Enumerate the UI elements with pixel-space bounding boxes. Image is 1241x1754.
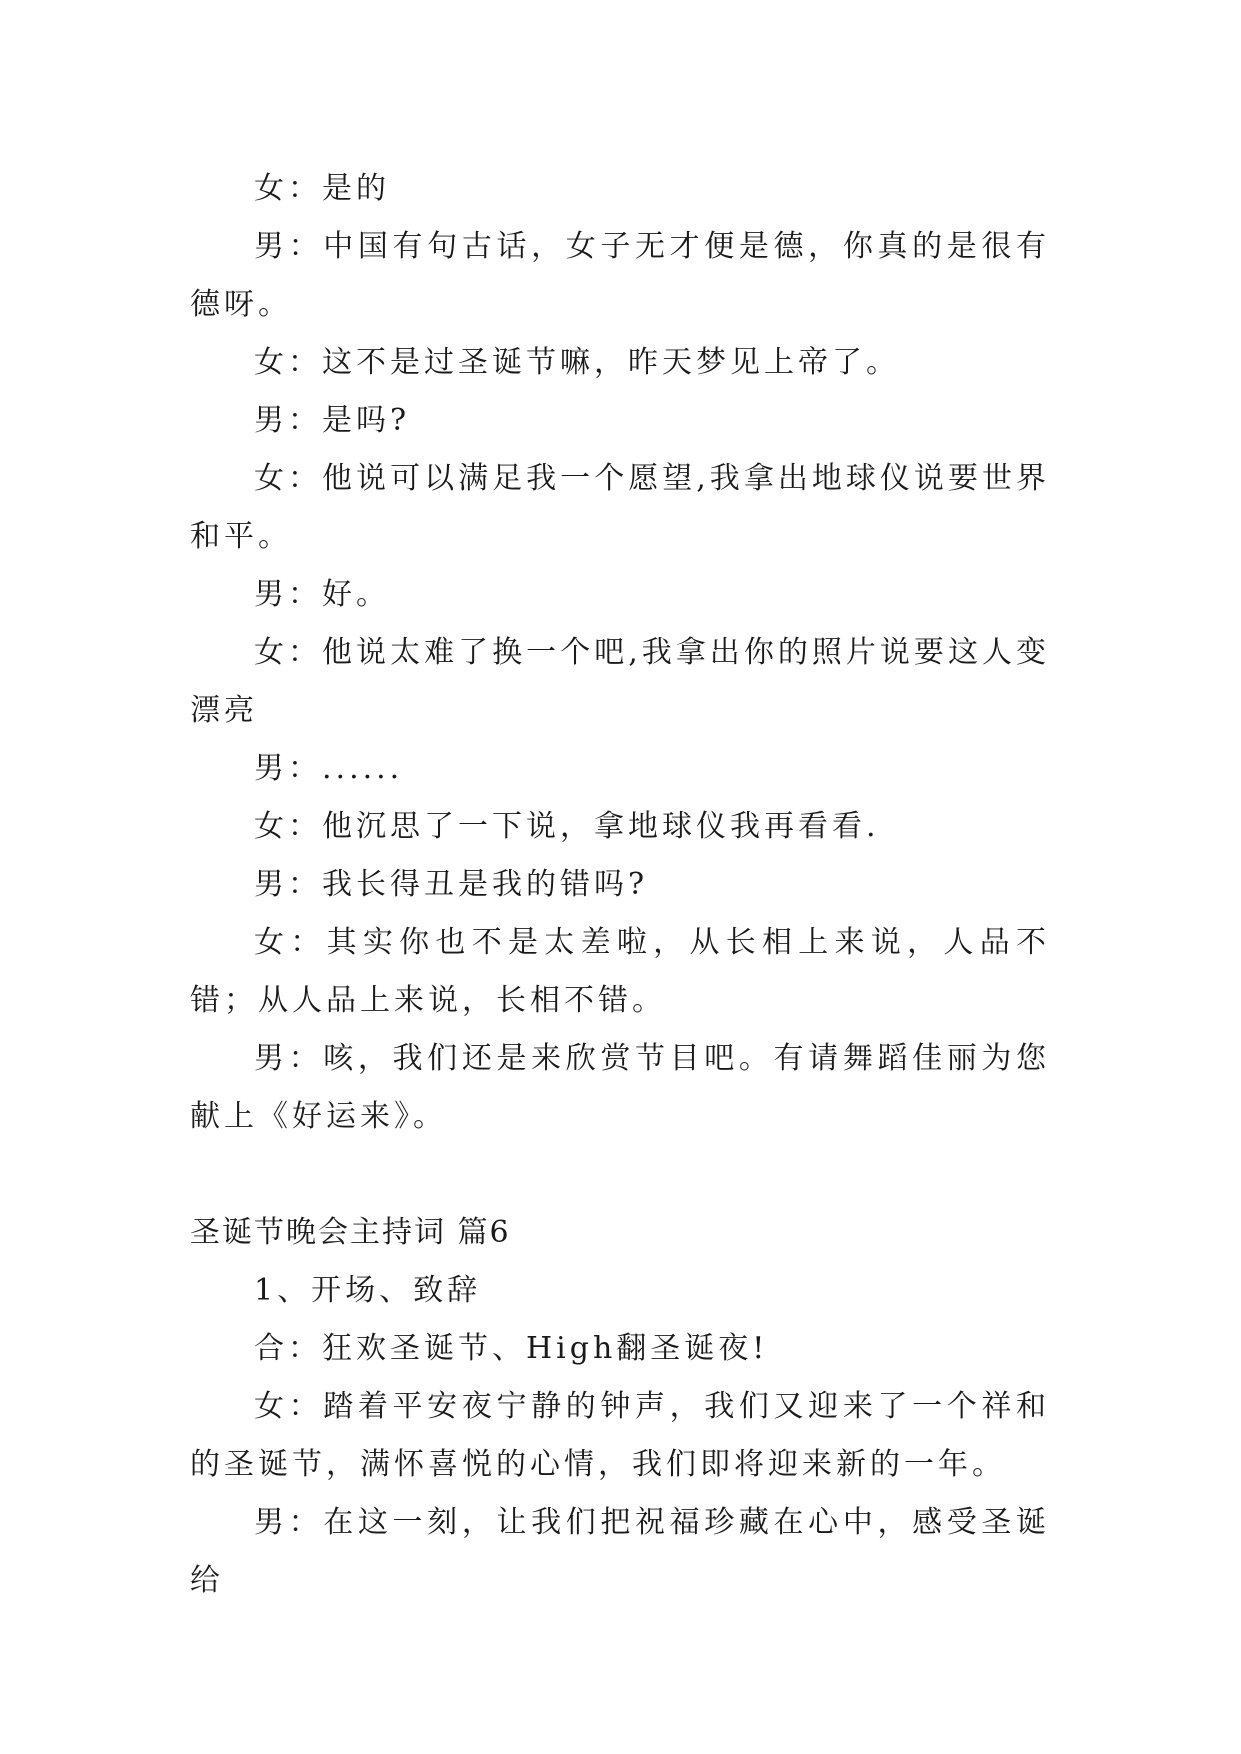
paragraph: 男：是吗?: [254, 403, 411, 438]
paragraph: 女：他说太难了换一个吧,我拿出你的照片说要这人变漂亮: [190, 635, 1050, 728]
paragraph: 女：这不是过圣诞节嘛，昨天梦见上帝了。: [254, 345, 900, 380]
paragraph: 女：其实你也不是太差啦，从长相上来说，人品不错；从人品上来说，长相不错。: [190, 925, 1050, 1018]
paragraph: 1、开场、致辞: [254, 1273, 482, 1308]
paragraph: 男：好。: [254, 577, 390, 612]
paragraph: 女：踏着平安夜宁静的钟声，我们又迎来了一个祥和的圣诞节，满怀喜悦的心情，我们即将迎来新的一年。: [190, 1389, 1050, 1482]
paragraph: 男：我长得丑是我的错吗?: [254, 867, 649, 902]
paragraph: 男：咳，我们还是来欣赏节目吧。有请舞蹈佳丽为您献上《好运来》。: [190, 1041, 1050, 1134]
paragraph: 男：......: [254, 751, 404, 786]
paragraph: 男：在这一刻，让我们把祝福珍藏在心中，感受圣诞给: [190, 1505, 1050, 1598]
paragraph: 男：中国有句古话，女子无才便是德，你真的是很有德呀。: [190, 229, 1050, 322]
section-heading: 圣诞节晚会主持词 篇6: [190, 1215, 511, 1250]
paragraph: 女：他沉思了一下说，拿地球仪我再看看.: [254, 809, 880, 844]
paragraph: 合：狂欢圣诞节、High翻圣诞夜!: [254, 1331, 769, 1366]
paragraph: 女：是的: [254, 171, 390, 206]
document-body: [190, 160, 1050, 1610]
paragraph: 女：他说可以满足我一个愿望,我拿出地球仪说要世界和平。: [190, 461, 1050, 554]
